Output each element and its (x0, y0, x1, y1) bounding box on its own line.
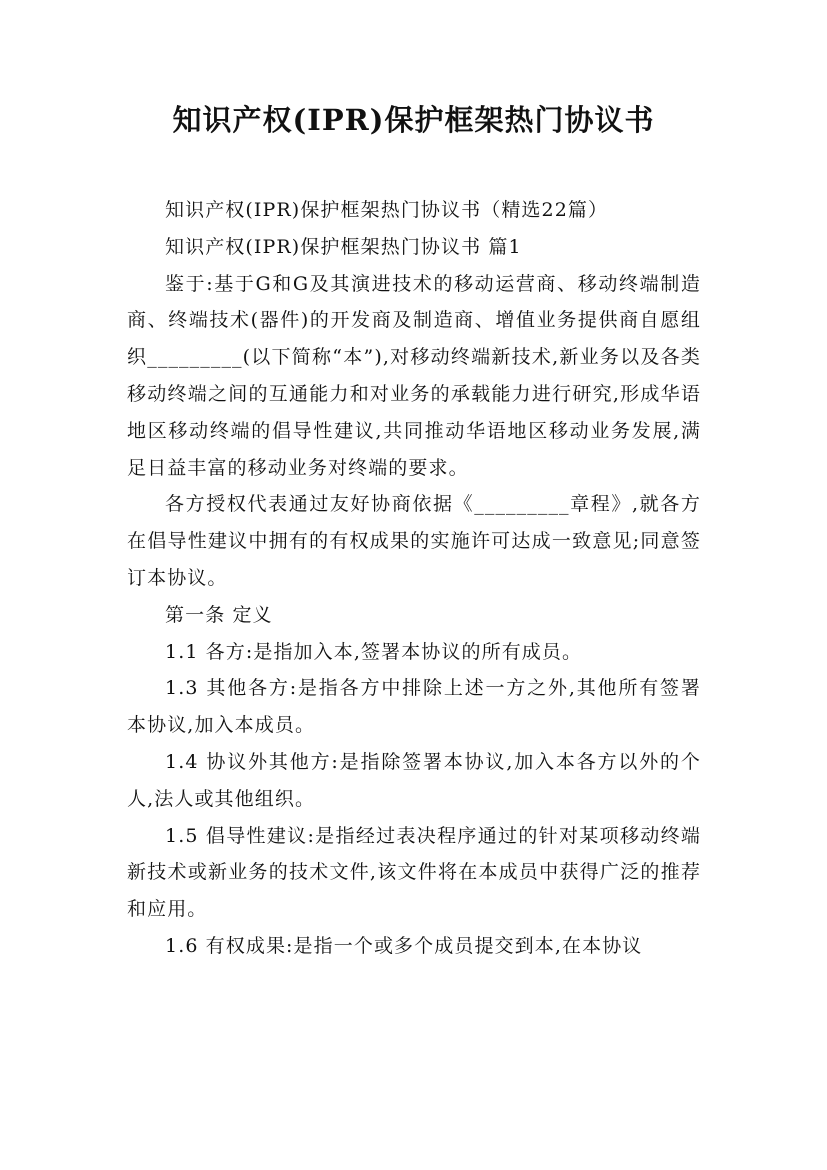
paragraph-agreement: 各方授权代表通过友好协商依据《_________章程》,就各方在倡导性建议中拥有的有权成果的实施许可达成一致意见;同意签订本协议。 (127, 493, 701, 589)
clause-1-5: 1.5 倡导性建议:是指经过表决程序通过的针对某项移动终端新技术或新业务的技术文件,该文件将在本成员中获得广泛的推荐和应用。 (127, 824, 701, 921)
clause-1-1: 1.1 各方:是指加入本,签署本协议的所有成员。 (165, 640, 583, 663)
article-heading: 第一条 定义 (165, 603, 273, 626)
clause-1-6: 1.6 有权成果:是指一个或多个成员提交到本,在本协议 (165, 934, 643, 957)
paragraph-heading-part: 知识产权(IPR)保护框架热门协议书 篇1 (165, 235, 522, 258)
clause-1-4: 1.4 协议外其他方:是指除签署本协议,加入本各方以外的个人,法人或其他组织。 (127, 750, 701, 810)
document-title: 知识产权(IPR)保护框架热门协议书 (172, 103, 655, 137)
clause-1-3: 1.3 其他各方:是指各方中排除上述一方之外,其他所有签署本协议,加入本成员。 (127, 677, 701, 737)
paragraph-heading-collection: 知识产权(IPR)保护框架热门协议书（精选22篇） (165, 199, 609, 221)
paragraph-whereas: 鉴于:基于G和G及其演进技术的移动运营商、移动终端制造商、终端技术(器件)的开发商及制造商、增值业务提供商自愿组织_________(以下简称“本”),对移动终端新技术,新业务以及各类移动终端之间的互通能力和对业务的承载能力进行研究,形成华语地区移动终端的倡导性建议,共同推动华语地区移动业务发展,满足日益丰富的移动业务对终端的要求。 (127, 272, 701, 479)
document-body (127, 192, 701, 965)
